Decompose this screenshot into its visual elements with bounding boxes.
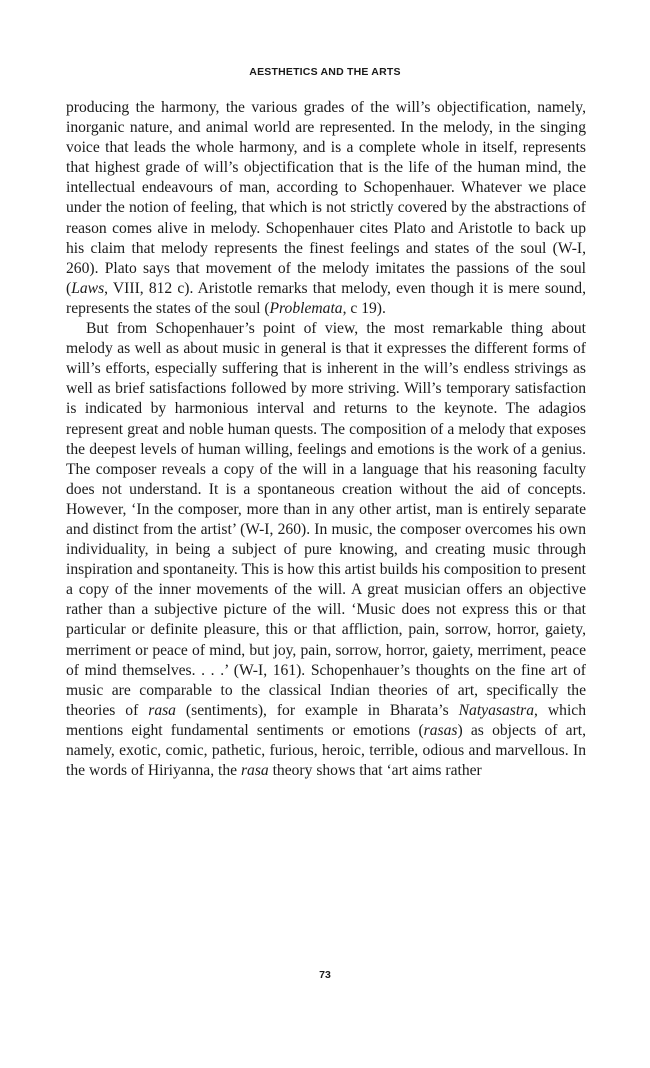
term-italic: rasa bbox=[148, 701, 176, 719]
work-title-italic: Problemata bbox=[269, 299, 343, 317]
text-run: ) as objects of art, namely, exotic, comic, pathetic, furious, heroic, terrible, odious and marvellous. In the words of Hiriyanna, the bbox=[66, 721, 586, 780]
text-run: theory shows that ‘art aims rather bbox=[268, 762, 482, 780]
paragraph-2 bbox=[66, 319, 586, 781]
text-run: , which mentions eight fundamental sentiments or emotions ( bbox=[66, 701, 586, 739]
paragraph-1 bbox=[66, 98, 586, 319]
work-title-italic: Natyasastra bbox=[458, 701, 535, 719]
text-run: , c 19). bbox=[342, 299, 386, 317]
term-italic: rasa bbox=[240, 762, 269, 780]
text-run: , VIII, 812 c). Aristotle remarks that melody, even though it is mere sound, represents the states of the soul ( bbox=[66, 279, 586, 317]
page-number: 73 bbox=[319, 969, 331, 981]
text-run: (sentiments), for example in Bharata’s bbox=[175, 701, 459, 719]
text-run: But from Schopenhauer’s point of view, the most remarkable thing about melody as well as about music in general is that it expresses the different forms of will’s efforts, especially suffering that is inherent in the will’s endless strivings as well as brief satisfactions followed by more striving. Will’s temporary satisfaction is indicated by harmonious interval and returns to the keynote. The adagios represent great and noble human quests. The composition of a melody that exposes the deepest levels of human willing, feelings and emotions is the work of a genius. The composer reveals a copy of the will in a language that his reasoning faculty does not understand. It is a spontaneous creation without the aid of concepts. However, ‘In the composer, more than in any other artist, man is entirely separate and distinct from the artist’ (W-I, 260). In music, the composer overcomes his own individuality, in being a subject of pure knowing, and creating music through inspiration and spontaneity. This is how this artist builds his composition to present a copy of the inner movements of the will. A great musician offers an objective rather than a subjective picture of the will. ‘Music does not express this or that particular or definite pleasure, this or that affliction, pain, sorrow, horror, gaiety, merriment or peace of mind, but joy, pain, sorrow, horror, gaiety, merriment, peace of mind themselves. . . .’ (W-I, 161). Schopenhauer’s thoughts on the fine art of music are comparable to the classical Indian theories of art, specifically the theories of bbox=[66, 320, 586, 719]
text-run: producing the harmony, the various grades of the will’s objectification, namely, inorganic nature, and animal world are represented. In the melody, in the singing voice that leads the whole harmony, and is a complete whole in itself, represents that highest grade of will’s objectification that is the life of the human mind, the intellectual endeavours of man, according to Schopenhauer. Whatever we place under the notion of feeling, that which is not strictly covered by the abstractions of reason comes alive in melody. Schopenhauer cites Plato and Aristotle to back up his claim that melody represents the finest feelings and states of the soul (W-I, 260). Plato says that movement of the melody imitates the passions of the soul ( bbox=[66, 99, 586, 297]
term-italic: rasas bbox=[423, 721, 458, 739]
work-title-italic: Laws bbox=[71, 279, 105, 297]
running-head: AESTHETICS AND THE ARTS bbox=[249, 66, 401, 78]
body-text bbox=[66, 98, 586, 781]
